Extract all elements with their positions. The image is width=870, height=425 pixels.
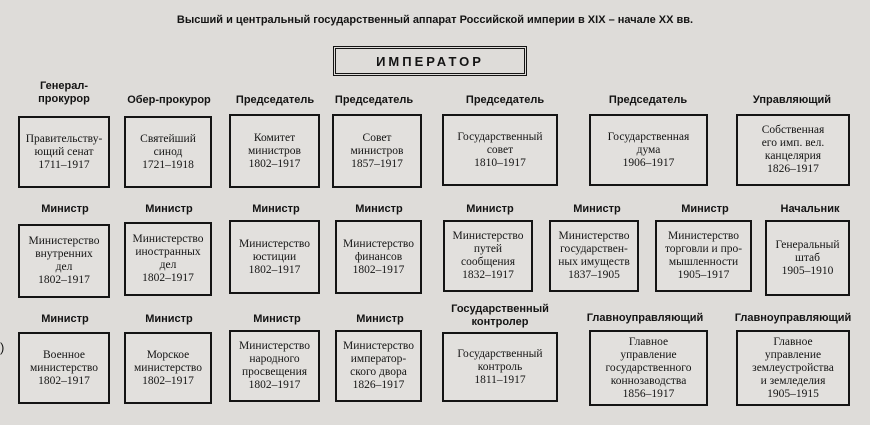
row2-label-7: Министр (681, 203, 729, 215)
row2-box-trade (655, 220, 752, 292)
row3-label-3: Министр (253, 313, 301, 325)
row3-box-war-text: Военное министерство 1802–1917 (30, 348, 98, 387)
row2-box-trade-text: Министерство торговли и про- мышленности 1905–1917 (664, 230, 743, 281)
row1-box-synod (124, 116, 212, 188)
row3-box-state-control-text: Государственный контроль 1811–1917 (457, 347, 543, 386)
row1-box-chancellery (736, 114, 850, 186)
row2-box-railways (443, 220, 533, 292)
row1-label-1: Генерал- прокурор (38, 80, 90, 105)
row1-label-4: Председатель (334, 94, 414, 106)
row2-box-interior (18, 224, 110, 298)
row3-box-state-control (442, 332, 558, 402)
row1-box-duma (589, 114, 708, 186)
row3-box-education-text: Министерство народного просвещения 1802–1917 (239, 340, 310, 391)
row1-box-synod-text: Святейший синод 1721–1918 (140, 132, 196, 171)
row2-label-3: Министр (252, 203, 300, 215)
row1-box-council-ministers (332, 114, 422, 188)
row2-box-finance (335, 220, 422, 294)
row2-box-railways-text: Министерство путей сообщения 1832–1917 (452, 230, 524, 281)
row2-label-1: Министр (41, 203, 89, 215)
emperor-box: ИМПЕРАТОР (333, 46, 527, 76)
row3-label-7: Главноуправляющий (734, 312, 852, 324)
row1-box-committee (229, 114, 320, 188)
row2-box-foreign-text: Министерство иностранных дел 1802–1917 (132, 233, 204, 284)
diagram-title: Высший и центральный государственный аппарат Российской империи в XIX – начале XX вв. (176, 14, 694, 26)
row1-label-3: Председатель (235, 94, 315, 106)
row3-label-6: Главноуправляющий (586, 312, 704, 324)
row1-box-council-ministers-text: Совет министров 1857–1917 (350, 131, 404, 170)
row2-box-foreign (124, 222, 212, 296)
row2-box-justice-text: Министерство юстиции 1802–1917 (239, 237, 310, 276)
row3-box-horse-breeding-text: Главное управление государственного коннозаводства 1856–1917 (605, 335, 692, 400)
row3-box-court (335, 330, 422, 402)
row1-box-chancellery-text: Собственная его имп. вел. канцелярия 1826–1917 (761, 124, 825, 175)
row3-box-navy (124, 332, 212, 404)
row3-box-education (229, 330, 320, 402)
row2-box-interior-text: Министерство внутренних дел 1802–1917 (28, 235, 100, 286)
row2-label-2: Министр (145, 203, 193, 215)
row3-label-1: Министр (41, 313, 89, 325)
row3-label-2: Министр (145, 313, 193, 325)
row2-box-justice (229, 220, 320, 294)
row2-box-state-property-text: Министерство государствен- ных имуществ 1837–1905 (558, 230, 630, 281)
row1-box-state-council (442, 114, 558, 186)
row3-box-court-text: Министерство император- ского двора 1826–1917 (343, 340, 414, 391)
row1-label-7: Управляющий (752, 94, 832, 106)
row3-label-5: Государственный контролер (451, 303, 549, 328)
margin-mark: ) (0, 340, 5, 355)
row3-box-land-management (736, 330, 850, 406)
row1-label-6: Председатель (608, 94, 688, 106)
row3-label-4: Министр (356, 313, 404, 325)
row1-box-committee-text: Комитет министров 1802–1917 (248, 131, 301, 170)
row2-box-general-staff (765, 220, 850, 296)
row2-box-general-staff-text: Генеральный штаб 1905–1910 (775, 238, 840, 277)
row1-label-5: Председатель (465, 94, 545, 106)
row2-box-finance-text: Министерство финансов 1802–1917 (343, 237, 414, 276)
row1-box-senate-text: Правительству- ющий сенат 1711–1917 (25, 132, 103, 171)
row1-label-2: Обер-прокурор (127, 94, 211, 106)
row1-box-state-council-text: Государственный совет 1810–1917 (457, 130, 543, 169)
row2-label-8: Начальник (780, 203, 840, 215)
row2-box-state-property (549, 220, 639, 292)
row1-box-senate (18, 116, 110, 188)
row2-label-5: Министр (466, 203, 514, 215)
row1-box-duma-text: Государственная дума 1906–1917 (607, 130, 690, 169)
row3-box-horse-breeding (589, 330, 708, 406)
row3-box-war (18, 332, 110, 404)
row3-box-navy-text: Морское министерство 1802–1917 (134, 348, 202, 387)
row2-label-4: Министр (355, 203, 403, 215)
row2-label-6: Министр (573, 203, 621, 215)
row3-box-land-management-text: Главное управление землеустройства и земледелия 1905–1915 (752, 335, 834, 400)
